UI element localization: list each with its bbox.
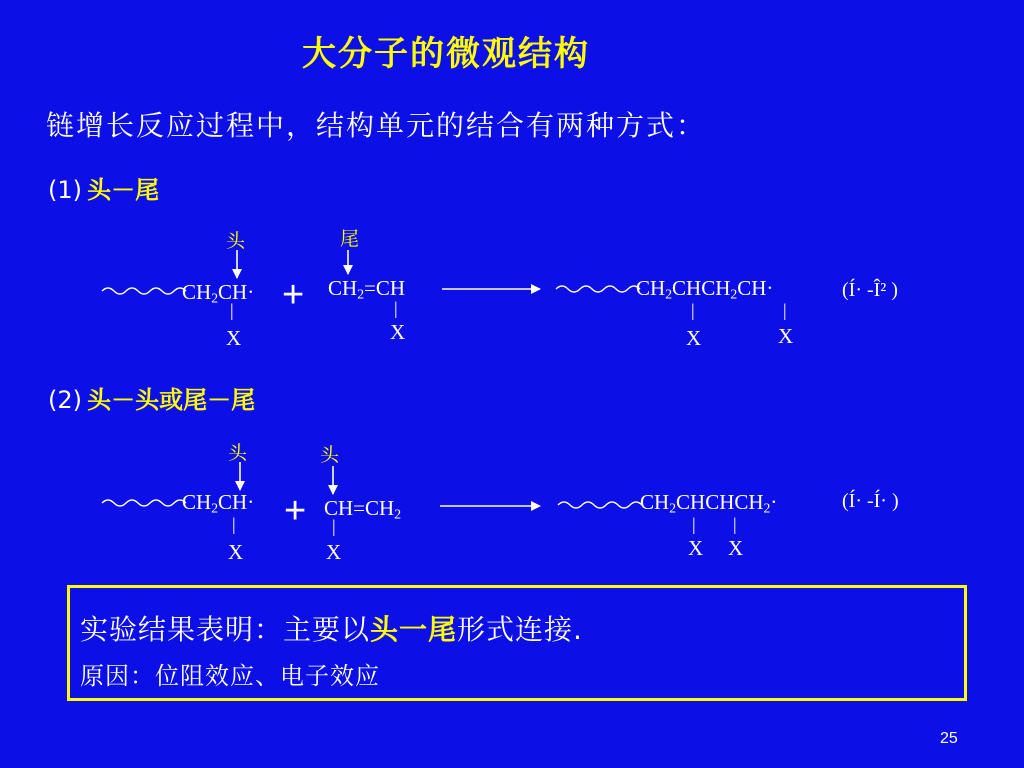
case1-product-sub-b: 2 xyxy=(730,286,738,302)
intro-text: 链增长反应过程中，结构单元的结合有两种方式： xyxy=(46,109,707,142)
page-number: 25 xyxy=(940,730,958,747)
case2-bond: | xyxy=(733,514,737,534)
case2-label: 头－头或尾－尾 xyxy=(87,386,256,414)
case2-chain-tail: CH· xyxy=(218,490,255,514)
case1-x-substituent: X xyxy=(778,324,794,348)
case2-head-label: 头 xyxy=(320,444,340,466)
case2-product-c: · xyxy=(770,490,778,514)
case1-head-label: 头 xyxy=(226,230,246,252)
case1-number: (1) xyxy=(48,176,82,204)
case1-bond: | xyxy=(691,300,695,320)
case2-x-substituent: X xyxy=(728,536,744,560)
case2-chain-sub: 2 xyxy=(211,500,219,516)
case1-monomer-pre: CH xyxy=(328,276,358,300)
case2-x-substituent: X xyxy=(688,536,704,560)
case1-bond: | xyxy=(394,298,398,318)
case1-monomer-sub: 2 xyxy=(357,286,365,302)
case1-product-b: CHCH xyxy=(672,276,731,300)
case1-tail-label: 尾 xyxy=(340,228,360,250)
case2-bond: | xyxy=(232,514,236,534)
case2-x-substituent: X xyxy=(326,540,342,564)
case1-chain-sub: 2 xyxy=(211,290,219,306)
case1-monomer-post: =CH xyxy=(364,276,406,300)
conclusion-suffix: 形式连接. xyxy=(457,613,583,646)
case1-note: (Í· -Î² ) xyxy=(842,279,898,301)
case1-plus-sign: + xyxy=(282,274,305,316)
case1-x-substituent: X xyxy=(686,326,702,350)
slide-title: 大分子的微观结构 xyxy=(302,34,590,74)
case1-product-a: CH xyxy=(636,276,666,300)
case2-product-sub-a: 2 xyxy=(669,500,677,516)
case1-bond: | xyxy=(783,300,787,320)
case2-product-b: CHCHCH xyxy=(676,490,764,514)
case2-head-label: 头 xyxy=(228,442,248,464)
conclusion-highlight: 头一尾 xyxy=(370,613,458,646)
case2-monomer-pre: CH=CH xyxy=(324,496,395,520)
case2-wavy-chain xyxy=(102,500,186,506)
case1-label: 头－尾 xyxy=(87,176,160,204)
case2-bond: | xyxy=(332,516,336,536)
case1-chain-tail: CH· xyxy=(218,280,255,304)
case2-product-wavy-chain xyxy=(558,502,642,508)
case1-x-substituent: X xyxy=(226,326,242,350)
case2-chain-main: CH xyxy=(182,490,212,514)
case1-product-sub-a: 2 xyxy=(665,286,673,302)
case1-bond: | xyxy=(230,300,234,320)
case1-product-wavy-chain xyxy=(556,286,640,292)
case2-product-sub-b: 2 xyxy=(763,500,771,516)
conclusion-line xyxy=(80,608,583,648)
case2-product-a: CH xyxy=(640,490,670,514)
case1-wavy-chain xyxy=(102,288,186,294)
case2-number: (2) xyxy=(48,386,82,414)
case1-x-substituent: X xyxy=(390,320,406,344)
case2-x-substituent: X xyxy=(228,540,244,564)
case2-note: (Í· -Í· ) xyxy=(842,490,899,512)
case2-plus-sign: + xyxy=(284,490,307,532)
conclusion-reason: 原因：位阻效应、电子效应 xyxy=(80,662,380,690)
case1-product-c: CH· xyxy=(737,276,774,300)
case2-monomer-sub: 2 xyxy=(394,506,402,522)
case1-chain-main: CH xyxy=(182,280,212,304)
conclusion-prefix: 实验结果表明：主要以 xyxy=(80,613,371,646)
case2-bond: | xyxy=(692,514,696,534)
